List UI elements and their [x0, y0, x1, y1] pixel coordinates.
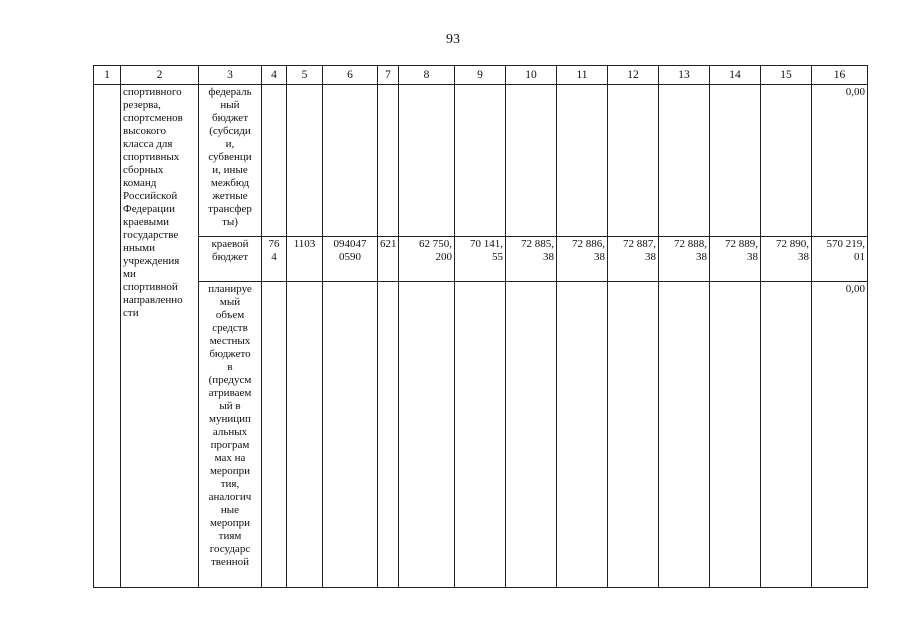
cell-c8: 62 750, 200	[399, 237, 455, 282]
cell-c5: 1103	[287, 237, 323, 282]
header-cell: 14	[710, 66, 761, 85]
cell-c14: 72 889, 38	[710, 237, 761, 282]
funding-source-cell: планируе мый объем средств местных бюджето в (предусм атриваем ый в муницип альных програм мах на меропри тия, аналогич ные меропри тиям государс твенной	[199, 282, 262, 588]
cell-c13: 72 888, 38	[659, 237, 710, 282]
header-cell: 4	[262, 66, 287, 85]
funding-source-cell: краевой бюджет	[199, 237, 262, 282]
header-cell: 13	[659, 66, 710, 85]
header-cell: 7	[378, 66, 399, 85]
header-cell: 16	[812, 66, 868, 85]
total-cell: 0,00	[812, 85, 868, 237]
total-cell: 0,00	[812, 282, 868, 588]
header-cell: 9	[455, 66, 506, 85]
funding-source-cell: федераль ный бюджет (субсиди и, субвенци и, иные межбюд жетные трансфер ты)	[199, 85, 262, 237]
cell-c7: 621	[378, 237, 399, 282]
budget-table	[93, 65, 868, 588]
table-row	[94, 282, 868, 588]
header-cell: 8	[399, 66, 455, 85]
cell-c11: 72 886, 38	[557, 237, 608, 282]
header-cell: 5	[287, 66, 323, 85]
header-cell: 6	[323, 66, 378, 85]
header-cell: 1	[94, 66, 121, 85]
table-row	[94, 237, 868, 282]
page-number: 93	[446, 32, 460, 47]
table-row	[94, 85, 868, 237]
header-cell: 3	[199, 66, 262, 85]
header-cell: 15	[761, 66, 812, 85]
cell-c6: 094047 0590	[323, 237, 378, 282]
cell-c15: 72 890, 38	[761, 237, 812, 282]
cell-c10: 72 885, 38	[506, 237, 557, 282]
row-number-cell	[94, 85, 121, 588]
cell-c12: 72 887, 38	[608, 237, 659, 282]
header-cell: 12	[608, 66, 659, 85]
cell-c16: 570 219, 01	[812, 237, 868, 282]
cell-c4: 76 4	[262, 237, 287, 282]
header-row	[94, 66, 868, 85]
cell-c9: 70 141, 55	[455, 237, 506, 282]
measure-name-cell: спортивного резерва, спортсменов высокого класса для спортивных сборных команд Российской Федерации краевыми государстве нными учреждения ми спортивной направленно сти	[121, 85, 199, 588]
header-cell: 10	[506, 66, 557, 85]
header-cell: 2	[121, 66, 199, 85]
header-cell: 11	[557, 66, 608, 85]
